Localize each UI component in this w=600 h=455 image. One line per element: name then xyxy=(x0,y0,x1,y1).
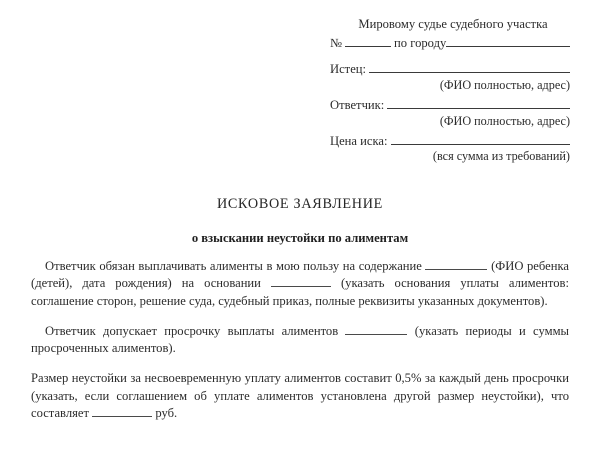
document-body xyxy=(31,258,569,422)
claim-price-caption: (вся сумма из требований) xyxy=(432,149,570,164)
plaintiff-blank[interactable] xyxy=(369,60,570,73)
plaintiff-caption: (ФИО полностью, адрес) xyxy=(439,78,570,93)
defendant-field-row xyxy=(330,96,570,114)
delay-period-blank[interactable] xyxy=(345,323,407,335)
court-city-label: по городу xyxy=(394,35,447,50)
document-subtitle: о взыскании неустойки по алиментам xyxy=(191,231,409,245)
document-title: ИСКОВОЕ ЗАЯВЛЕНИЕ xyxy=(216,196,384,212)
paragraph-obligation-text-2: (ФИО ребенка (детей), дата рождения) на основании xyxy=(31,259,569,291)
penalty-amount-blank[interactable] xyxy=(92,405,152,417)
document-header-block xyxy=(330,16,570,165)
paragraph-obligation-text-1: Ответчик обязан выплачивать алименты в мою пользу на содержание xyxy=(45,259,422,274)
plaintiff-field-row xyxy=(330,60,570,78)
child-name-blank[interactable] xyxy=(425,258,487,270)
claim-price-label: Цена иска: xyxy=(330,133,388,148)
claim-price-blank[interactable] xyxy=(391,132,570,145)
defendant-caption: (ФИО полностью, адрес) xyxy=(439,113,570,128)
paragraph-obligation xyxy=(31,258,569,310)
paragraph-delay-text-1: Ответчик допускает просрочку выплаты алиментов xyxy=(45,323,339,338)
paragraph-delay xyxy=(31,323,569,358)
court-number-city-line xyxy=(330,34,570,52)
paragraph-delay-text-2: (указать периоды и суммы просроченных алиментов). xyxy=(31,323,569,356)
defendant-blank[interactable] xyxy=(387,96,570,109)
paragraph-penalty xyxy=(31,370,569,422)
court-addressee-line: Мировому судье судебного участка xyxy=(358,17,548,31)
basis-blank[interactable] xyxy=(271,275,331,287)
paragraph-penalty-text-1: Размер неустойки за несвоевременную уплату алиментов составит 0,5% за каждый день просрочки (указать, если соглашением об уплате алиментов установлена другой размер неустойки), что составляет xyxy=(31,371,569,421)
header-spacer-1 xyxy=(330,51,570,60)
claim-price-field-row xyxy=(330,132,570,150)
defendant-label: Ответчик: xyxy=(330,97,385,112)
court-city-blank[interactable] xyxy=(446,34,570,47)
paragraph-penalty-text-2: руб. xyxy=(155,406,178,421)
court-number-label: № xyxy=(330,35,343,50)
paragraph-obligation-text-3: (указать основания уплаты алиментов: соглашение сторон, решение суда, судебный приказ, полные реквизиты указанных документов). xyxy=(31,276,569,308)
court-number-blank[interactable] xyxy=(345,34,391,47)
plaintiff-label: Истец: xyxy=(330,62,367,77)
